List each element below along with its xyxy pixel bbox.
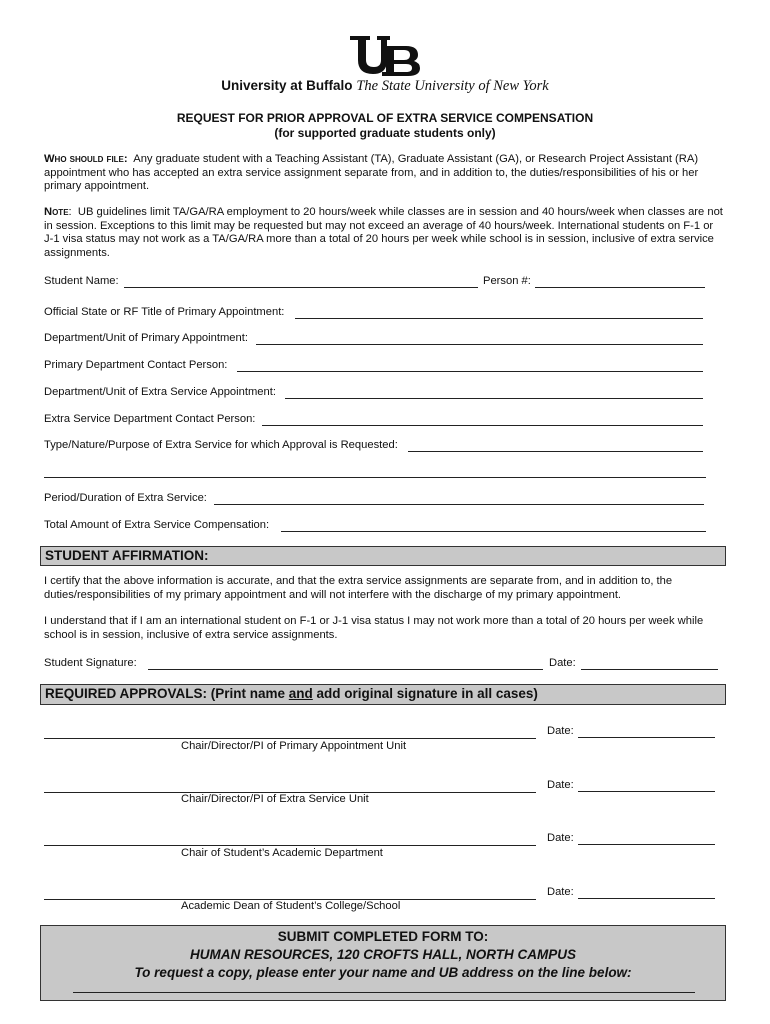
student-affirmation-heading: STUDENT AFFIRMATION: [40,546,726,566]
extra-contact-label: Extra Service Department Contact Person: [44,413,256,425]
approval-4-date-input[interactable] [578,898,715,899]
submit-heading: SUBMIT COMPLETED FORM TO: [277,929,489,944]
approval-3-signature-input[interactable] [44,845,536,846]
student-signature-label: Student Signature: [44,657,137,669]
approval-2-date-label: Date: [547,779,574,791]
student-date-label: Date: [549,657,576,669]
student-signature-input[interactable] [148,669,543,670]
submit-address: HUMAN RESOURCES, 120 CROFTS HALL, NORTH CAMPUS [189,947,577,962]
required-approvals-heading: REQUIRED APPROVALS: (Print name and add original signature in all cases) [40,684,726,705]
university-name: University at Buffalo The State University of New York [221,78,549,94]
dept-extra-input[interactable] [285,398,703,399]
affirmation-paragraph-1: I certify that the above information is accurate, and that the extra service assignments are separate from, and in addition to, the duties/responsibilities of my primary appointment and will not interfere with the discharge of my primary appointment. [44,575,673,601]
approval-3-date-label: Date: [547,832,574,844]
dept-primary-input[interactable] [256,344,703,345]
total-amount-input[interactable] [281,531,706,532]
approval-1-date-label: Date: [547,725,574,737]
type-nature-label: Type/Nature/Purpose of Extra Service for which Approval is Requested: [44,439,398,451]
note-text: UB guidelines limit TA/GA/RA employment to 20 hours/week while classes are in session and 40 hours/week when classes are not in session. Exceptions to this limit may be requested but may not exceed an average of 40 hours/week. International students on F-1 or J-1 visa status may not work as a TA/GA/RA more than a total of 20 hours per week while school is in session, inclusive of extra service assignments. [44,206,723,259]
approval-2-role: Chair/Director/PI of Extra Service Unit [181,793,369,805]
approval-4-date-label: Date: [547,886,574,898]
ub-logo-icon [348,34,422,76]
note-label: Note [44,206,69,218]
form-title: REQUEST FOR PRIOR APPROVAL OF EXTRA SERVICE COMPENSATION [176,111,594,125]
who-should-file [44,153,724,194]
copy-address-input[interactable] [73,992,695,993]
note: Note: UB guidelines limit TA/GA/RA employment to 20 hours/week while classes are in session and 40 hours/week when classes are not in session. Exceptions to this limit may be requested but may not exceed an average of 40 hours/week. International students on F-1 or J-1 visa status may not work as a TA/GA/RA more than a total of 20 hours per week while school is in session, inclusive of extra service assignments. [44,206,723,259]
approval-1-signature-input[interactable] [44,738,536,739]
form-subtitle: (for supported graduate students only) [274,126,496,140]
student-name-label: Student Name: [44,275,119,287]
period-label: Period/Duration of Extra Service: [44,492,207,504]
approval-3-role: Chair of Student’s Academic Department [181,847,383,859]
approval-1-role: Chair/Director/PI of Primary Appointment Unit [181,740,407,752]
submit-box [40,925,726,1001]
period-input[interactable] [214,504,704,505]
primary-contact-label: Primary Department Contact Person: [44,359,228,371]
official-title-label: Official State or RF Title of Primary Appointment: [44,306,285,318]
student-date-input[interactable] [581,669,718,670]
approval-4-role: Academic Dean of Student’s College/School [181,900,401,912]
affirmation-paragraph-2: I understand that if I am an international student on F-1 or J-1 visa status I may not work more than a total of 20 hours per week while school is in session, inclusive of extra service assignments. [44,615,704,641]
approval-2-date-input[interactable] [578,791,715,792]
type-nature-input-continued[interactable] [44,477,706,478]
total-amount-label: Total Amount of Extra Service Compensation: [44,519,270,531]
official-title-input[interactable] [295,318,703,319]
who-should-file-text: Any graduate student with a Teaching Assistant (TA), Graduate Assistant (GA), or Research Project Assistant (RA) appointment who has accepted an extra service assignment separate from, and in addition to, the duties/responsibilities of his or her primary appointment. [44,153,699,192]
type-nature-input[interactable] [408,451,703,452]
approval-3-date-input[interactable] [578,844,715,845]
approval-1-date-input[interactable] [578,737,715,738]
person-number-input[interactable] [535,287,705,288]
student-name-input[interactable] [124,287,478,288]
primary-contact-input[interactable] [237,371,703,372]
extra-contact-input[interactable] [262,425,703,426]
dept-primary-label: Department/Unit of Primary Appointment: [44,332,248,344]
submit-copy-instructions: To request a copy, please enter your name and UB address on the line below: [134,965,632,980]
who-should-file-label: Who should file: [44,153,128,165]
person-number-label: Person #: [483,275,531,287]
dept-extra-label: Department/Unit of Extra Service Appointment: [44,386,276,398]
